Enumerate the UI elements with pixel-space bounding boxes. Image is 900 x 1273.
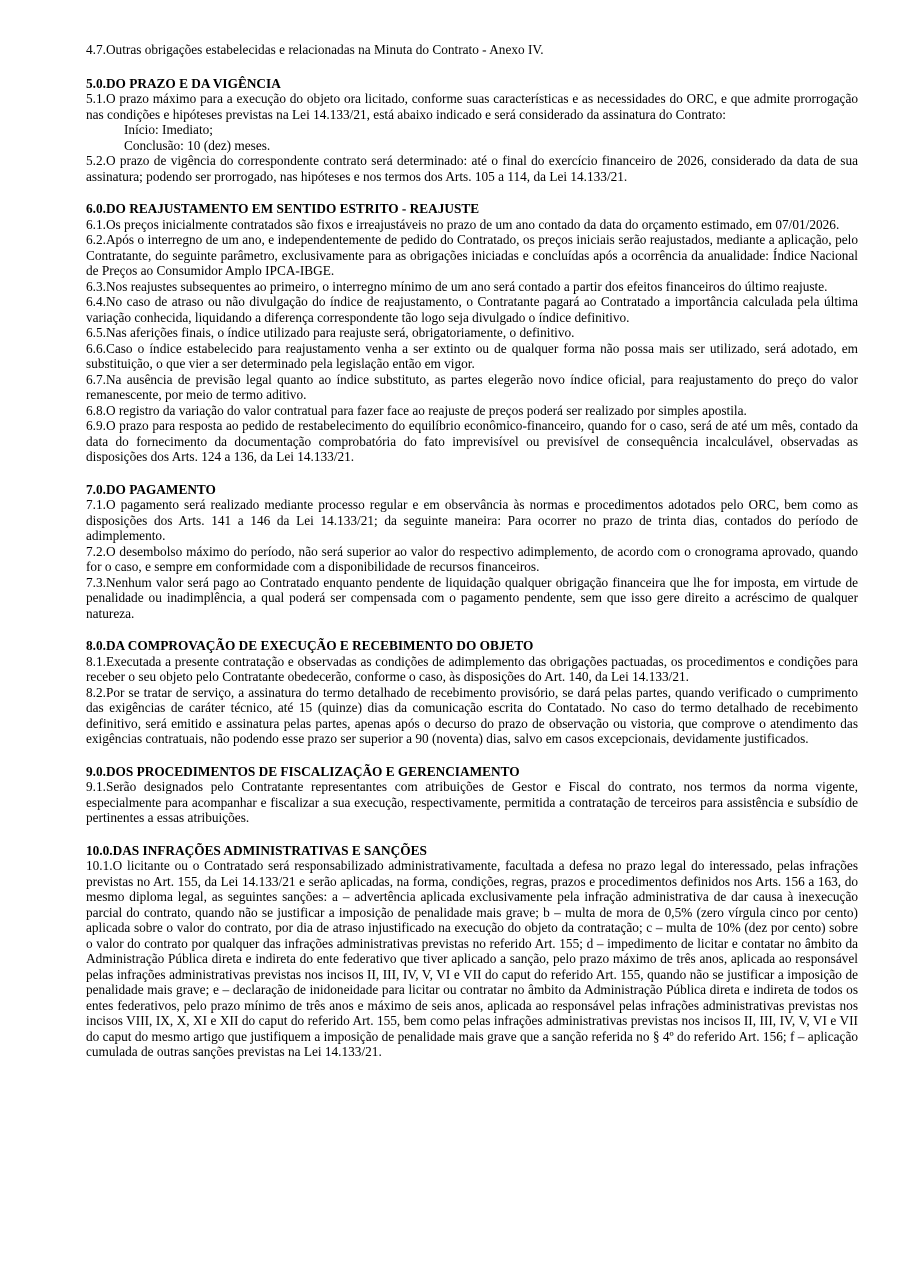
paragraph-10-1: 10.1.O licitante ou o Contratado será responsabilizado administrativamente, facultada a defesa no prazo legal do interessado, pelas infrações previstas no Art. 155, da Lei 14.133/21 e serão aplicadas, na forma, condições, regras, prazos e procedimentos definidos nos Arts. 156 a 163, do mesmo diploma legal, as seguintes sanções: a – advertência aplicada exclusivamente pela infração administrativa de dar causa à inexecução parcial do contrato, quando não se justificar a imposição de penalidade mais grave; b – multa de mora de 0,5% (zero vírgula cinco por cento) aplicada sobre o valor do contrato, por dia de atraso injustificado na execução do objeto da contratação; c – multa de 10% (dez por cento) sobre o valor do contrato por qualquer das infrações administrativas previstas no referido Art. 155; d – impedimento de licitar e contatar no âmbito da Administração Pública direta e indireta do ente federativo que tiver aplicado a sanção, pelo prazo máximo de três anos, aplicada ao responsável pelas infrações administrativas previstas nos incisos II, III, IV, V, VI e VII do caput do referido Art. 155, quando não se justificar a imposição de penalidade mais grave; e – declaração de inidoneidade para licitar ou contratar no âmbito da Administração Pública direta e indireta de todos os entes federativos, pelo prazo mínimo de três anos e máximo de seis anos, aplicada ao responsável pelas infrações administrativas previstas nos incisos VIII, IX, X, XI e XII do caput do referido Art. 155, bem como pelas infrações administrativas previstas nos incisos II, III, IV, V, VI e VII do caput do mesmo artigo que justifiquem a imposição de penalidade mais grave que a sanção referida no § 4º do referido Art. 156; f – aplicação cumulada de outras sanções previstas na Lei 14.133/21. (86, 858, 858, 1059)
paragraph-6-5: 6.5.Nas aferições finais, o índice utilizado para reajuste será, obrigatoriamente, o definitivo. (86, 325, 575, 340)
section-heading: 6.0.DO REAJUSTAMENTO EM SENTIDO ESTRITO - REAJUSTE (86, 201, 480, 216)
paragraph-7-2: 7.2.O desembolso máximo do período, não será superior ao valor do respectivo adimplemento, de acordo com o cronograma aprovado, quando for o caso, e sempre em conformidade com a disponibilidade de recursos financeiros. (86, 543, 858, 574)
section-5 (86, 76, 858, 185)
section-heading: 8.0.DA COMPROVAÇÃO DE EXECUÇÃO E RECEBIMENTO DO OBJETO (86, 638, 534, 653)
intro-paragraph: 4.7.Outras obrigações estabelecidas e relacionadas na Minuta do Contrato - Anexo IV. (86, 42, 544, 57)
paragraph-6-4: 6.4.No caso de atraso ou não divulgação do índice de reajustamento, o Contratante pagará ao Contratado a importância calculada pela última variação conhecida, liquidando a diferença correspondente tão logo seja divulgado o índice definitivo. (86, 294, 858, 325)
conclusion-term: Conclusão: 10 (dez) meses. (124, 137, 271, 153)
section-6 (86, 201, 858, 465)
paragraph-6-3: 6.3.Nos reajustes subsequentes ao primeiro, o interregno mínimo de um ano será contado a partir dos efeitos financeiros do último reajuste. (86, 278, 828, 294)
document-page (86, 42, 858, 1077)
paragraph-7-1: 7.1.O pagamento será realizado mediante processo regular e em observância às normas e procedimentos adotados pelo ORC, bem como as disposições dos Arts. 141 a 146 da Lei 14.133/21; da seguinte maneira: Para ocorrer no prazo de trinta dias, contados do período de adimplemento. (86, 497, 858, 543)
section-7 (86, 482, 858, 622)
paragraph-9-1: 9.1.Serão designados pelo Contratante representantes com atribuições de Gestor e Fiscal do contrato, nos termos da norma vigente, especialmente para acompanhar e fiscalizar a sua execução, respectivamente, permitida a contratação de terceiros para assistência e subsídio de pertinentes a essas atribuições. (86, 779, 858, 825)
section-heading: 9.0.DOS PROCEDIMENTOS DE FISCALIZAÇÃO E GERENCIAMENTO (86, 763, 520, 779)
section-9 (86, 764, 858, 826)
paragraph-6-7: 6.7.Na ausência de previsão legal quanto ao índice substituto, as partes elegerão novo índice oficial, para reajustamento do preço do valor remanescente, por meio de termo aditivo. (86, 371, 858, 402)
paragraph-6-9: 6.9.O prazo para resposta ao pedido de restabelecimento do equilíbrio econômico-financeiro, quando for o caso, será de até um mês, contado da data do fornecimento da documentação comprobatória do fato imprevisível ou previsível de consequência incalculável, observadas as disposições dos Arts. 124 a 136, da Lei 14.133/21. (86, 418, 858, 464)
paragraph-5-1: 5.1.O prazo máximo para a execução do objeto ora licitado, conforme suas características e as necessidades do ORC, e que admite prorrogação nas condições e hipóteses previstas na Lei 14.133/21, está abaixo indicado e será considerado da assinatura do Contrato: (86, 91, 858, 122)
paragraph-6-1: 6.1.Os preços inicialmente contratados são fixos e irreajustáveis no prazo de um ano contado da data do orçamento estimado, em 07/01/2026. (86, 216, 840, 232)
start-term: Início: Imediato; (124, 122, 213, 137)
paragraph-7-3: 7.3.Nenhum valor será pago ao Contratado enquanto pendente de liquidação qualquer obrigação financeira que lhe for imposta, em virtude de penalidade ou inadimplência, a qual poderá ser compensada com o pagamento pendente, sem que isso gere direito a acréscimo de qualquer natureza. (86, 574, 858, 621)
section-heading: 5.0.DO PRAZO E DA VIGÊNCIA (86, 75, 281, 91)
paragraph-8-1: 8.1.Executada a presente contratação e observadas as condições de adimplemento das obrigações pactuadas, os procedimentos e condições para receber o seu objeto pelo Contratante obedecerão, conforme o caso, às disposições do Art. 140, da Lei 14.133/21. (86, 653, 858, 684)
section-10 (86, 843, 858, 1060)
paragraph-6-8: 6.8.O registro da variação do valor contratual para fazer face ao reajuste de preços poderá ser realizado por simples apostila. (86, 402, 747, 418)
section-heading: 7.0.DO PAGAMENTO (86, 481, 216, 497)
paragraph-6-6: 6.6.Caso o índice estabelecido para reajustamento venha a ser extinto ou de qualquer forma não possa mais ser utilizado, será adotado, em substituição, o que vier a ser determinado pela legislação então em vigor. (86, 340, 858, 371)
section-8 (86, 638, 858, 747)
paragraph-5-2: 5.2.O prazo de vigência do correspondente contrato será determinado: até o final do exercício financeiro de 2026, considerado da data de sua assinatura; podendo ser prorrogado, nas hipóteses e nos termos dos Arts. 105 a 114, da Lei 14.133/21. (86, 153, 858, 184)
paragraph-6-2: 6.2.Após o interregno de um ano, e independentemente de pedido do Contratado, os preços iniciais serão reajustados, mediante a aplicação, pelo Contratante, do seguinte parâmetro, exclusivamente para as obrigações iniciadas e concluídas após a ocorrência da anualidade: Índice Nacional de Preços ao Consumidor Amplo IPCA-IBGE. (86, 232, 858, 278)
section-heading: 10.0.DAS INFRAÇÕES ADMINISTRATIVAS E SANÇÕES (86, 842, 427, 858)
paragraph-8-2: 8.2.Por se tratar de serviço, a assinatura do termo detalhado de recebimento provisório, se dará pelas partes, quando verificado o cumprimento das exigências de caráter técnico, até 15 (quinze) dias da comunicação escrita do Contatado. No caso do termo detalhado de recebimento definitivo, será emitido e assinatura pelas partes, apenas após o decurso do prazo de observação ou vistoria, que comprove o atendimento das exigências contratuais, não podendo esse prazo ser superior a 90 (noventa) dias, salvo em casos excepcionais, devidamente justificados. (86, 684, 858, 746)
